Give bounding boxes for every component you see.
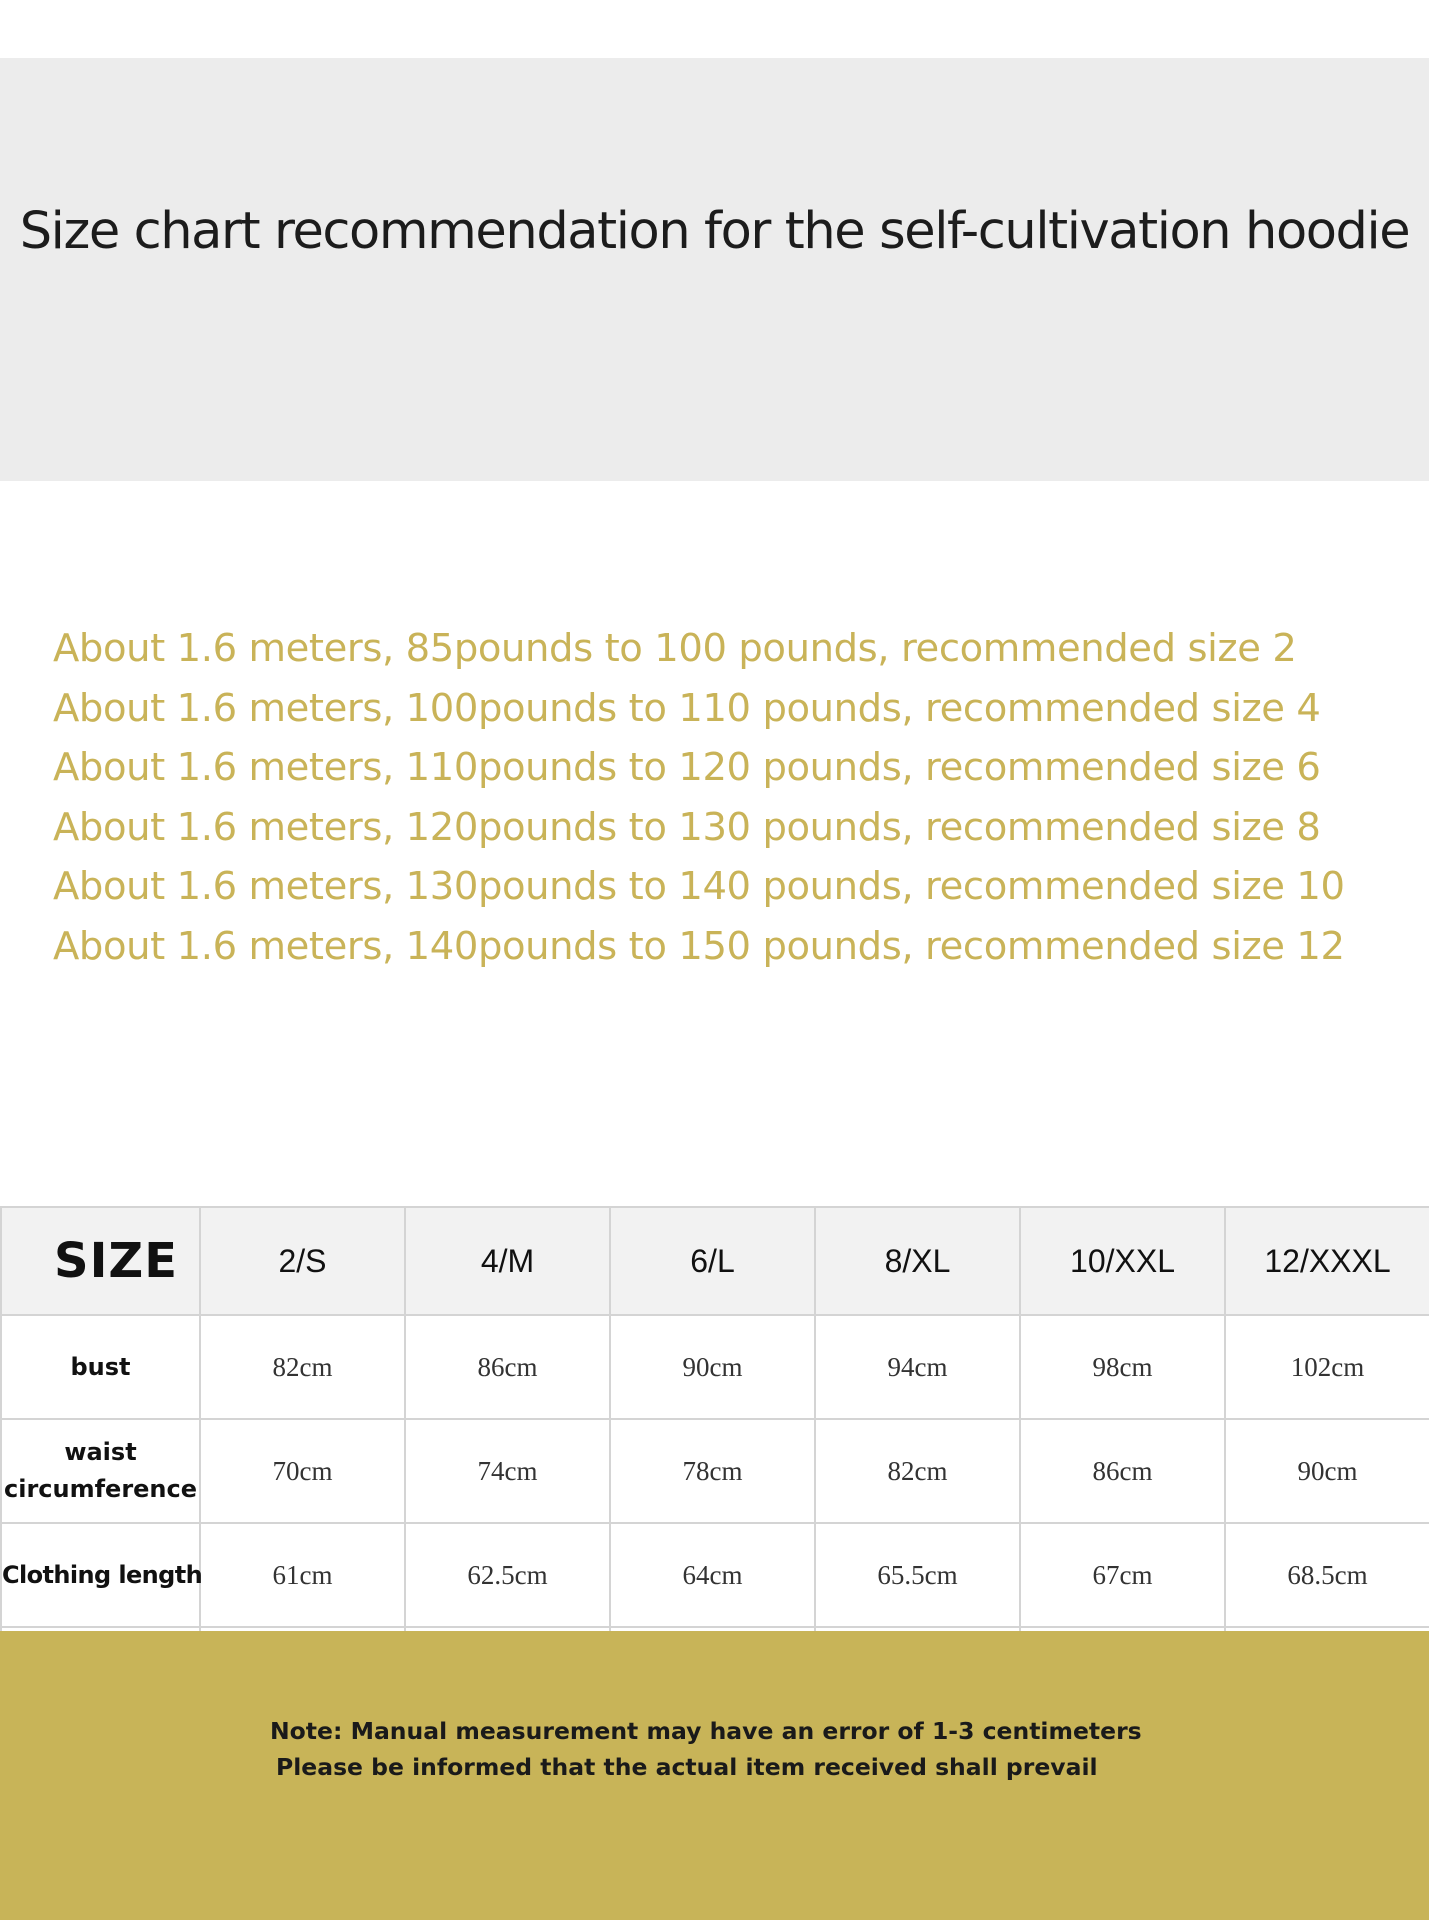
size-column-header: 6/L <box>610 1207 815 1315</box>
table-cell: 68.5cm <box>1225 1523 1429 1627</box>
table-cell: 90cm <box>1225 1419 1429 1523</box>
size-recommendation-list <box>53 619 1345 976</box>
table-cell: 94cm <box>815 1315 1020 1419</box>
table-cell: 86cm <box>405 1315 610 1419</box>
recommendation-item: About 1.6 meters, 85pounds to 100 pounds, recommended size 2 <box>53 626 1297 671</box>
row-label-bust <box>1 1315 200 1419</box>
table-header-row <box>1 1207 1429 1315</box>
note-banner <box>0 1631 1429 1920</box>
table-cell: 86cm <box>1020 1419 1225 1523</box>
table-cell: 90cm <box>610 1315 815 1419</box>
size-column-header: 2/S <box>200 1207 405 1315</box>
note-line-2: Please be informed that the actual item received shall prevail <box>276 1753 1098 1781</box>
note-line-1: Note: Manual measurement may have an error of 1-3 centimeters <box>270 1717 1142 1745</box>
table-cell: 82cm <box>200 1315 405 1419</box>
page-title: Size chart recommendation for the self-cultivation hoodie <box>19 202 1410 261</box>
recommendation-item: About 1.6 meters, 110pounds to 120 pounds, recommended size 6 <box>53 745 1321 790</box>
recommendation-item: About 1.6 meters, 120pounds to 130 pounds, recommended size 8 <box>53 804 1321 850</box>
size-column-header: 4/M <box>405 1207 610 1315</box>
row-label-text: waist <box>64 1438 137 1466</box>
table-cell: 78cm <box>610 1419 815 1523</box>
table-row-waist <box>1 1419 1429 1523</box>
table-cell: 82cm <box>815 1419 1020 1523</box>
row-label-waist <box>1 1419 200 1523</box>
table-cell: 62.5cm <box>405 1523 610 1627</box>
size-column-header: 8/XL <box>815 1207 1020 1315</box>
recommendation-item: About 1.6 meters, 140pounds to 150 pounds, recommended size 12 <box>53 923 1345 969</box>
table-cell: 102cm <box>1225 1315 1429 1419</box>
title-banner <box>0 58 1429 481</box>
row-label-text: circumference <box>3 1475 198 1503</box>
recommendation-item: About 1.6 meters, 130pounds to 140 pounds, recommended size 10 <box>53 864 1345 909</box>
size-header-label: SIZE <box>1 1207 200 1315</box>
table-cell: 70cm <box>200 1419 405 1523</box>
row-label-text: Clothing length <box>2 1560 203 1589</box>
table-cell: 65.5cm <box>815 1523 1020 1627</box>
table-row-bust <box>1 1315 1429 1419</box>
row-label-text: bust <box>70 1352 131 1381</box>
table-cell: 67cm <box>1020 1523 1225 1627</box>
table-cell: 64cm <box>610 1523 815 1627</box>
size-column-header: 12/XXXL <box>1225 1207 1429 1315</box>
size-chart-table <box>0 1206 1429 1634</box>
recommendation-item: About 1.6 meters, 100pounds to 110 pounds, recommended size 4 <box>53 685 1321 731</box>
row-label-clothing-length <box>1 1523 203 1627</box>
size-column-header: 10/XXL <box>1020 1207 1225 1315</box>
table-cell: 61cm <box>200 1523 405 1627</box>
table-cell: 98cm <box>1020 1315 1225 1419</box>
table-cell: 74cm <box>405 1419 610 1523</box>
table-row-clothing-length <box>1 1523 1429 1627</box>
